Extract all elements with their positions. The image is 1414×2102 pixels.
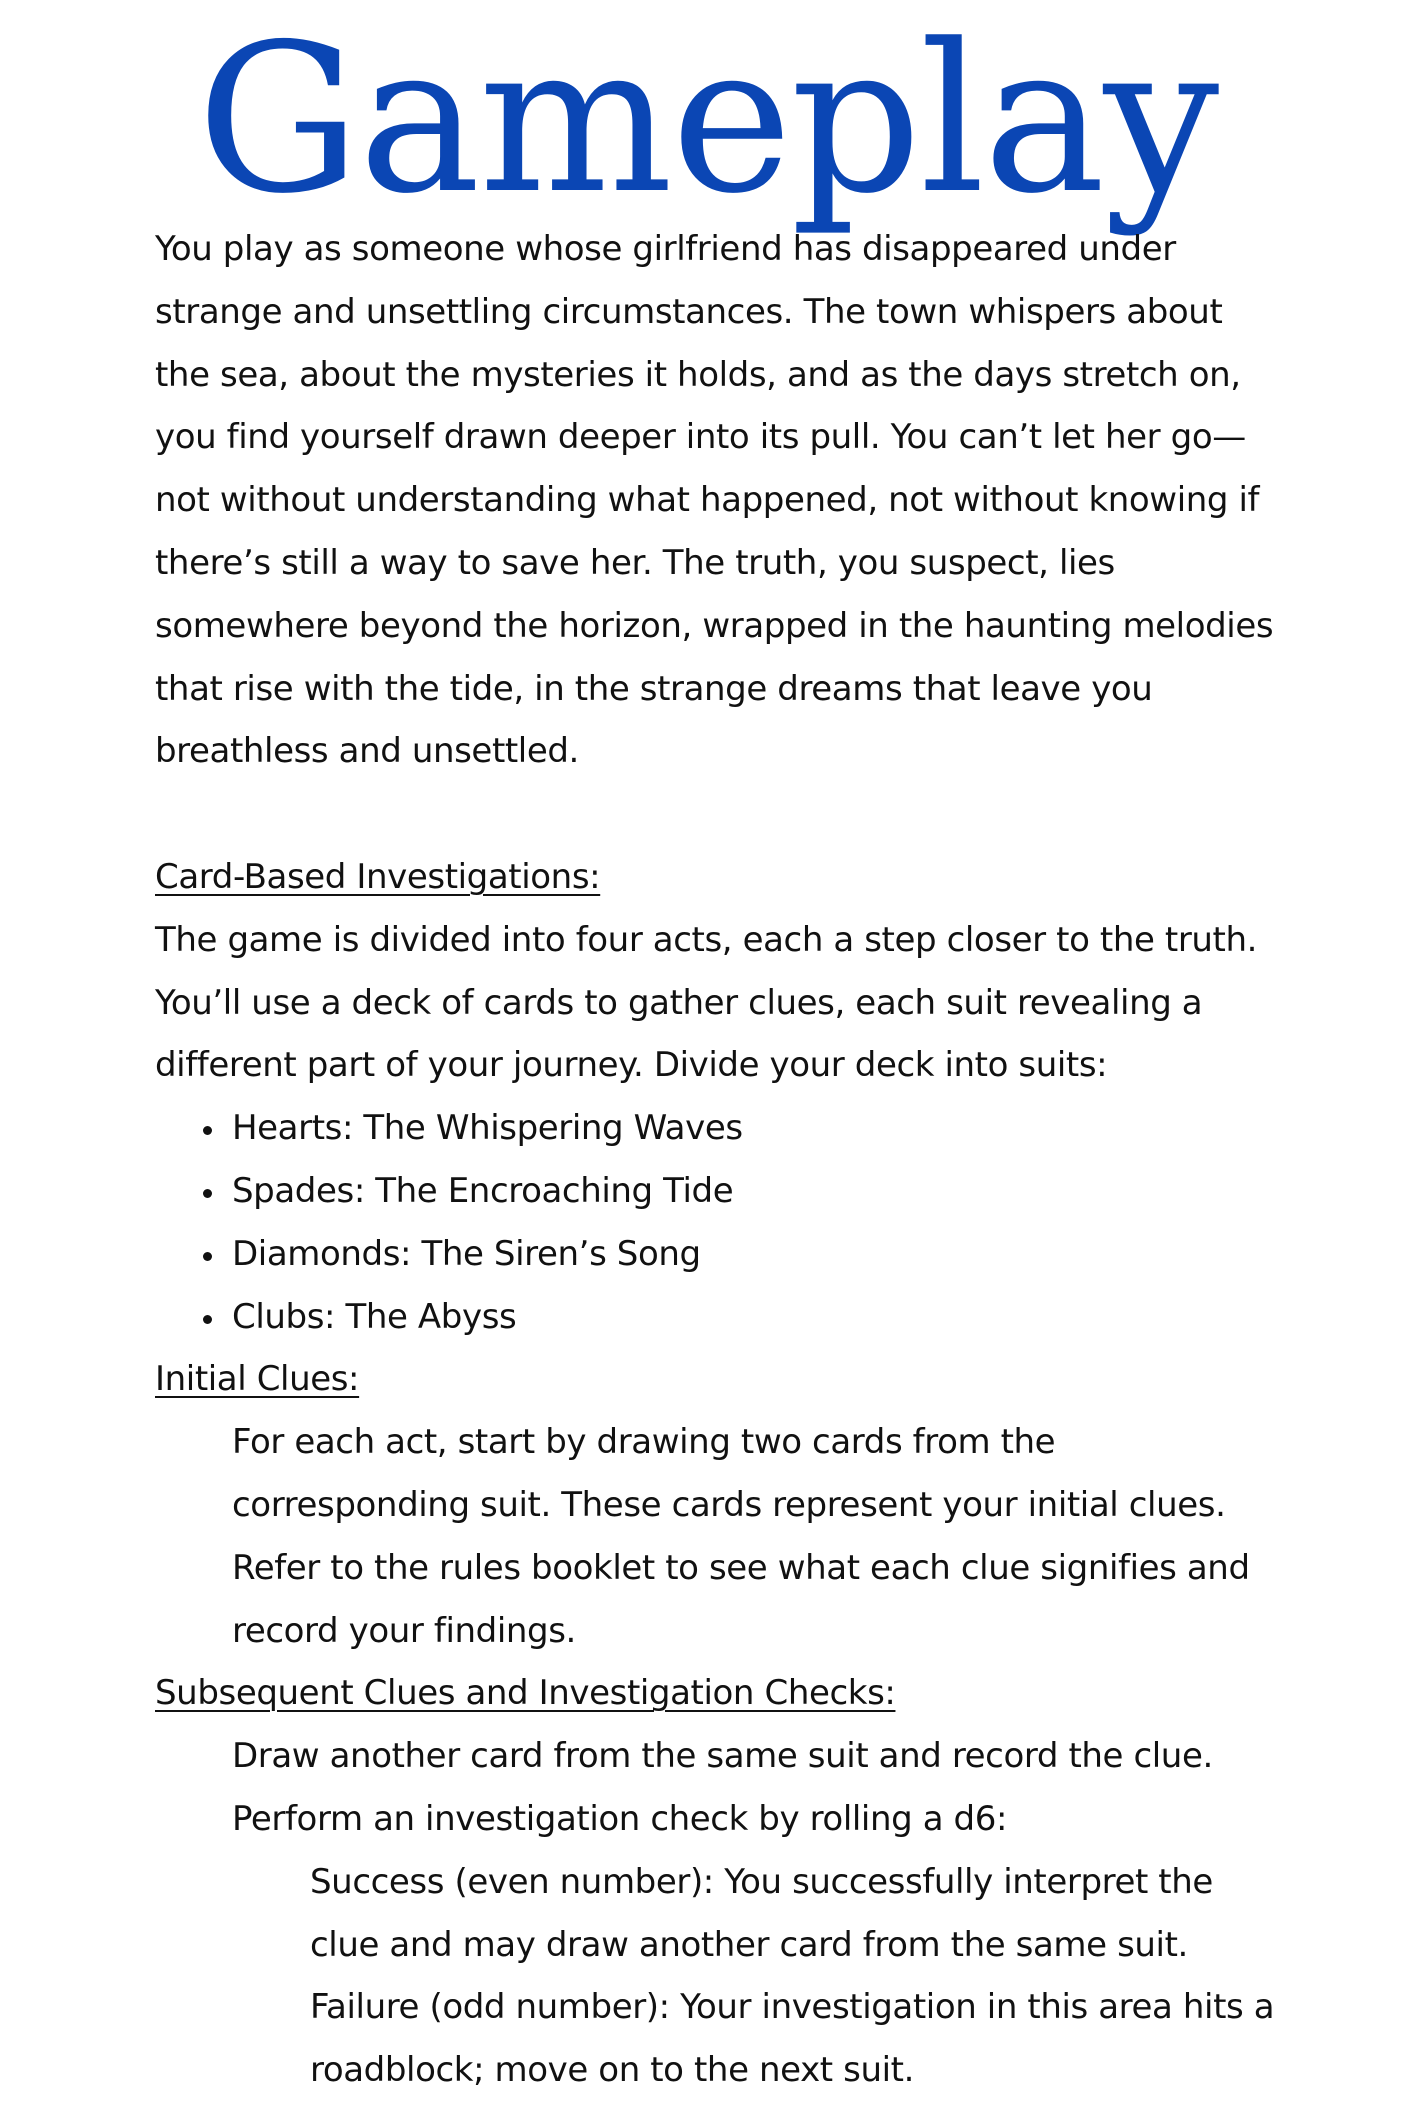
list-item: Hearts: The Whispering Waves xyxy=(232,1097,1285,1160)
list-item: Spades: The Encroaching Tide xyxy=(232,1160,1285,1223)
spacer xyxy=(155,783,1285,846)
content xyxy=(155,218,1285,2102)
subsequent-step-draw: Draw another card from the same suit and record the clue. xyxy=(232,1736,1213,1777)
failure-outcome: Failure (odd number): Your investigation in this area hits a roadblock; move on to the next suit. xyxy=(310,1987,1275,2091)
list-item: Diamonds: The Siren’s Song xyxy=(232,1223,1285,1286)
list-item: Clubs: The Abyss xyxy=(232,1286,1285,1349)
initial-clues-text: For each act, start by drawing two cards from the corresponding suit. These cards represent your initial clues. Refer to the rules booklet to see what each clue signifies and record your findings. xyxy=(232,1422,1250,1651)
subsequent-heading: Subsequent Clues and Investigation Checks: xyxy=(155,1673,896,1714)
success-outcome: Success (even number): You successfully interpret the clue and may draw another card from the same suit. xyxy=(310,1861,1213,1965)
intro-paragraph: You play as someone whose girlfriend has disappeared under strange and unsettling circumstances. The town whispers about the sea, about the mysteries it holds, and as the days stretch on, you find yourself drawn deeper into its pull. You can’t let her go—not without understanding what happened, not without knowing if there’s still a way to save her. The truth, you suspect, lies somewhere beyond the horizon, wrapped in the haunting melodies that rise with the tide, in the strange dreams that leave you breathless and unsettled. xyxy=(155,229,1274,772)
page-title: Gameplay xyxy=(196,1,1218,239)
subsequent-step-check: Perform an investigation check by rolling a d6: xyxy=(232,1798,1008,1839)
initial-clues-heading: Initial Clues: xyxy=(155,1359,360,1400)
suit-list xyxy=(155,1097,1285,1348)
card-section-heading: Card-Based Investigations: xyxy=(155,856,601,897)
card-section-text: The game is divided into four acts, each a step closer to the truth. You’ll use a deck of cards to gather clues, each suit revealing a different part of your journey. Divide your deck into suits: xyxy=(155,919,1258,1086)
